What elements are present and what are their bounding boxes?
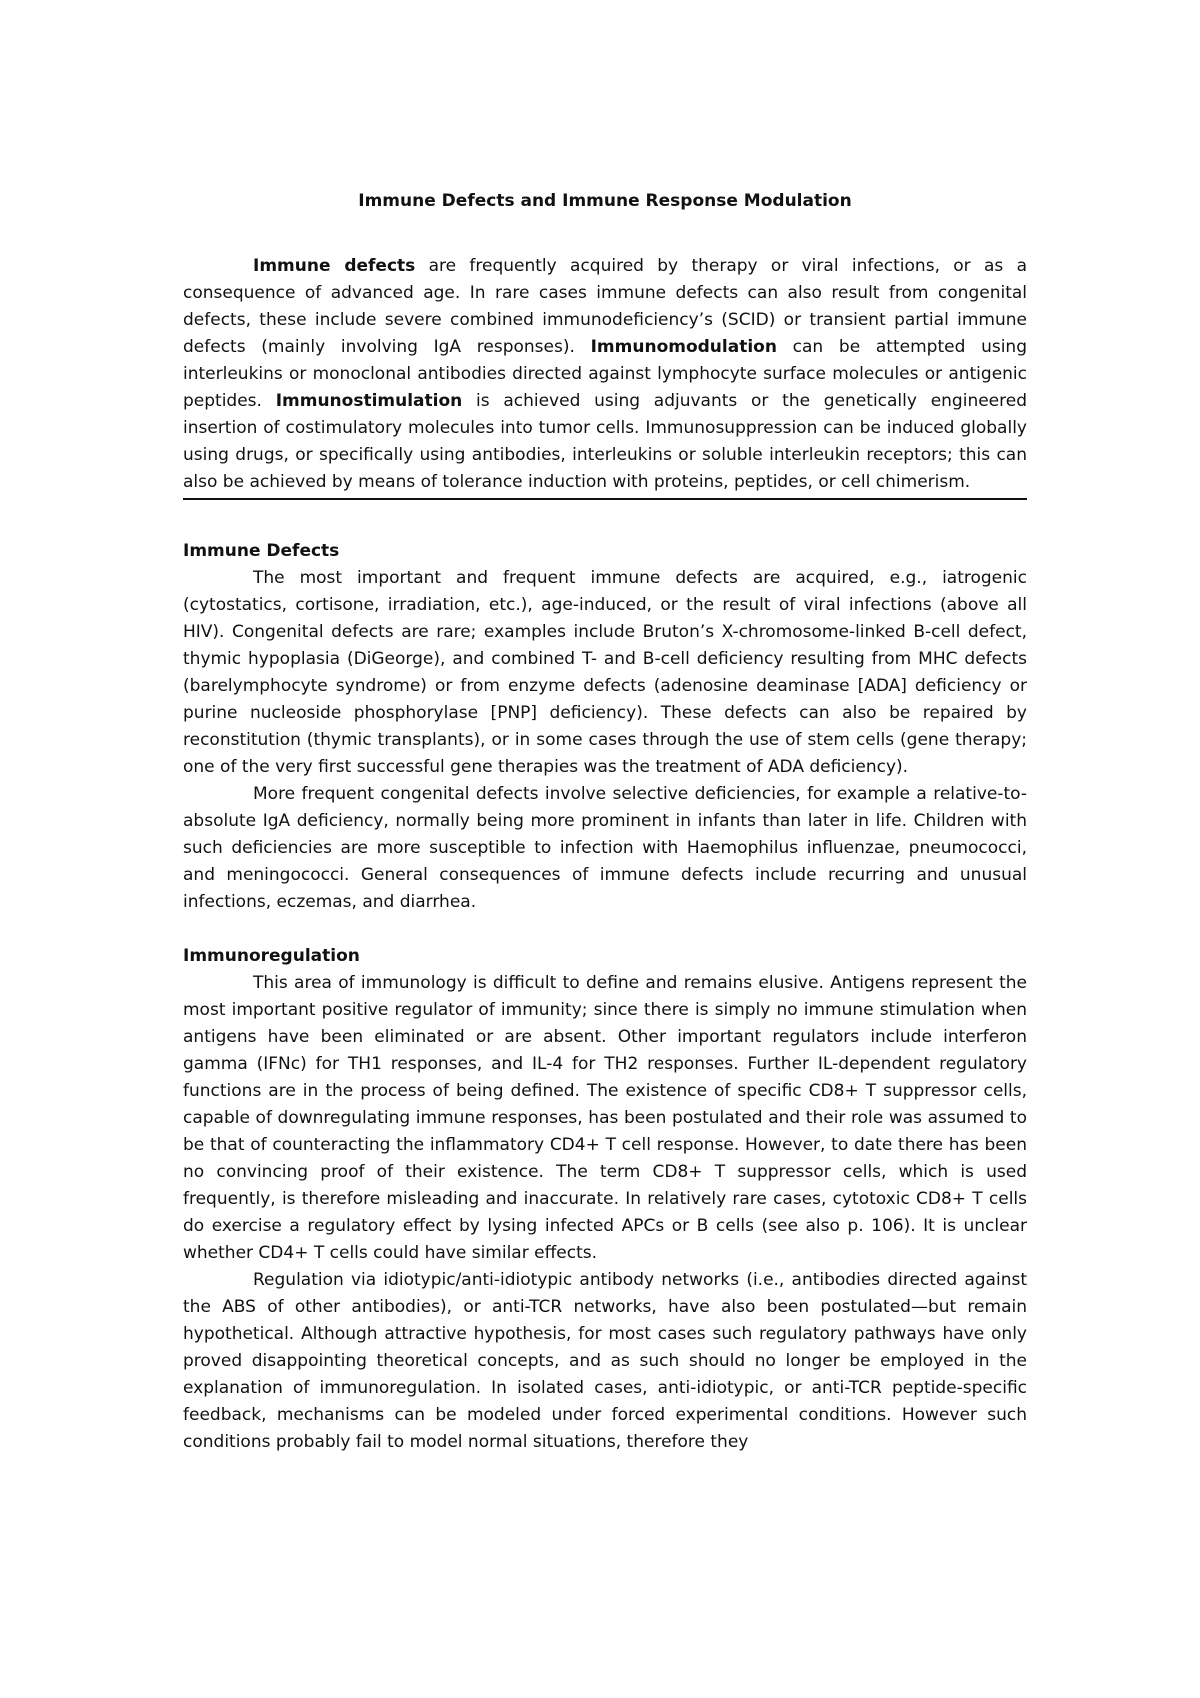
intro-paragraph [183,253,1027,496]
section-divider [183,498,1027,500]
section-heading-immunoregulation: Immunoregulation [183,946,360,966]
intro-term-immunomodulation: Immunomodulation [590,337,777,357]
intro-term-immunostimulation: Immunostimulation [275,391,463,411]
immunoregulation-paragraph-2: Regulation via idiotypic/anti-idiotypic antibody networks (i.e., antibodies directed against the ABS of other antibodies), or anti-TCR networks, have also been postulated—but remain hypothetical. Although attractive hypothesis, for most cases such regulatory pathways have only proved disappointing theoretical concepts, and as such should no longer be employed in the explanation of immunoregulation. In isolated cases, anti-idiotypic, or anti-TCR peptide-specific feedback, mechanisms can be modeled under forced experimental conditions. However such conditions probably fail to model normal situations, therefore they [183,1270,1027,1452]
document-title: Immune Defects and Immune Response Modulation [358,191,852,211]
immune-defects-paragraph-1: The most important and frequent immune defects are acquired, e.g., iatrogenic (cytostatics, cortisone, irradiation, etc.), age-induced, or the result of viral infections (above all HIV). Congenital defects are rare; examples include Bruton’s X-chromosome-linked B-cell defect, thymic hypoplasia (DiGeorge), and combined T- and B-cell deficiency resulting from MHC defects (barelymphocyte syndrome) or from enzyme defects (adenosine deaminase [ADA] deficiency or purine nucleoside phosphorylase [PNP] deficiency). These defects can also be repaired by reconstitution (thymic transplants), or in some cases through the use of stem cells (gene therapy; one of the very first successful gene therapies was the treatment of ADA deficiency). [183,568,1027,777]
document-body [183,188,1027,1456]
immune-defects-paragraph-2: More frequent congenital defects involve selective deficiencies, for example a relative-to-absolute IgA deficiency, normally being more prominent in infants than later in life. Children with such deficiencies are more susceptible to infection with Haemophilus influenzae, pneumococci, and meningococci. General consequences of immune defects include recurring and unusual infections, eczemas, and diarrhea. [183,784,1027,912]
section-spacer [183,916,1027,943]
intro-text-2: can be attempted using interleukins or monoclonal antibodies directed against lymphocyte surface molecules or antigenic peptides. [183,337,1027,411]
intro-text-3: is achieved using adjuvants or the genetically engineered insertion of costimulatory molecules into tumor cells. Immunosuppression can be induced globally using drugs, or specifically using antibodies, interleukins or soluble interleukin receptors; this can also be achieved by means of tolerance induction with proteins, peptides, or cell chimerism. [183,391,1027,492]
section-heading-immune-defects: Immune Defects [183,541,340,561]
intro-term-immune-defects: Immune defects [253,256,416,276]
immunoregulation-paragraph-1: This area of immunology is difficult to define and remains elusive. Antigens represent the most important positive regulator of immunity; since there is simply no immune stimulation when antigens have been eliminated or are absent. Other important regulators include interferon gamma (IFNc) for TH1 responses, and IL-4 for TH2 responses. Further IL-dependent regulatory functions are in the process of being defined. The existence of specific CD8+ T suppressor cells, capable of downregulating immune responses, has been postulated and their role was assumed to be that of counteracting the inflammatory CD4+ T cell response. However, to date there has been no convincing proof of their existence. The term CD8+ T suppressor cells, which is used frequently, is therefore misleading and inaccurate. In relatively rare cases, cytotoxic CD8+ T cells do exercise a regulatory effect by lysing infected APCs or B cells (see also p. 106). It is unclear whether CD4+ T cells could have similar effects. [183,973,1027,1263]
intro-text-1: are frequently acquired by therapy or viral infections, or as a consequence of advanced age. In rare cases immune defects can also result from congenital defects, these include severe combined immunodeficiency’s (SCID) or transient partial immune defects (mainly involving IgA responses). [183,256,1028,357]
